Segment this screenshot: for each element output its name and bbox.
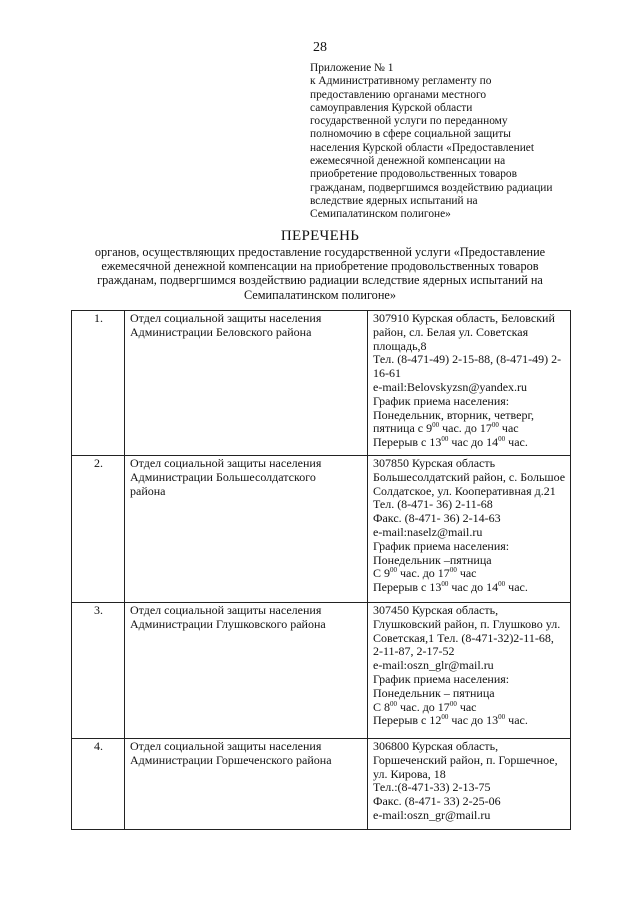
organization-line: Отдел социальной защиты населения <box>130 456 322 470</box>
organization-line: Администрации Большесолдатского <box>130 469 316 484</box>
appendix-line: Семипалатинском полигоне» <box>310 208 451 221</box>
appendix-line: предоставлению органами местного <box>310 88 487 101</box>
document-subtitle <box>70 245 570 302</box>
appendix-header <box>310 62 592 222</box>
contact-cell <box>368 311 571 456</box>
address-line: Солдатское, ул. Кооперативная д.21 <box>373 483 556 498</box>
address-line: район, сл. Белая ул. Советская <box>373 324 529 339</box>
row-number: 3. <box>72 603 125 739</box>
address-line: площадь,8 <box>373 338 427 353</box>
schedule-break: Перерыв с $13^{00}$ час до $14^{00}$ час. <box>373 580 528 595</box>
appendix-line: ежемесячной денежной компенсации на <box>310 155 506 168</box>
fax-line: Факс. (8-471- 36) 2-14-63 <box>373 511 501 526</box>
organization-cell <box>125 456 368 603</box>
subtitle-line: Семипалатинском полигоне» <box>243 287 397 302</box>
fax-line: Факс. (8-471- 33) 2-25-06 <box>373 794 501 809</box>
address-line: 307910 Курская область, Беловский <box>373 311 555 325</box>
organization-line: Администрации Беловского района <box>130 324 312 339</box>
organization-cell <box>125 739 368 830</box>
organization-line: Администрации Глушковского района <box>130 616 326 631</box>
organization-line: Отдел социальной защиты населения <box>130 311 322 325</box>
row-number: 4. <box>72 739 125 830</box>
row-number: 2. <box>72 456 125 603</box>
schedule-days: Понедельник, вторник, четверг, <box>373 407 535 422</box>
organization-line: Администрации Горшеченского района <box>130 752 332 767</box>
email-line: e-mail:naselz@mail.ru <box>373 524 483 539</box>
appendix-line: самоуправления Курской области <box>310 101 473 114</box>
organization-line: района <box>130 483 166 498</box>
address-line: 307450 Курская область, <box>373 603 499 617</box>
schedule-hours: С $9^{00}$ час. до $17^{00}$ час <box>373 566 477 581</box>
organization-line: Отдел социальной защиты населения <box>130 603 322 617</box>
contact-cell <box>368 739 571 830</box>
email-line: e-mail:oszn_gr@mail.ru <box>373 807 491 822</box>
organization-cell <box>125 603 368 739</box>
appendix-line: государственной услуги по переданному <box>310 115 508 128</box>
table-row <box>72 456 571 603</box>
phone-line: 16-61 <box>373 366 401 381</box>
phone-line: 2-11-87, 2-17-52 <box>373 644 455 659</box>
table-row <box>72 311 571 456</box>
address-line: Советская,1 Тел. (8-471-32)2-11-68, <box>373 630 554 645</box>
address-line: Глушковский район, п. Глушково ул. <box>373 616 561 631</box>
schedule-hours: пятница с $9^{00}$ час. до $17^{00}$ час <box>373 421 519 436</box>
phone-line: Тел. (8-471-49) 2-15-88, (8-471-49) 2- <box>373 352 562 367</box>
address-line: 306800 Курская область, <box>373 739 499 753</box>
schedule-heading: График приема населения: <box>373 393 510 408</box>
address-line: Горшеченский район, п. Горшечное, <box>373 752 558 767</box>
appendix-line: полномочию в сфере социальной защиты <box>310 128 511 141</box>
subtitle-line: ежемесячной денежной компенсации на приобретение продовольственных товаров <box>101 259 539 274</box>
phone-line: Тел.:(8-471-33) 2-13-75 <box>373 780 491 795</box>
schedule-heading: График приема населения: <box>373 671 510 686</box>
table-row <box>72 603 571 739</box>
email-line: e-mail:oszn_glr@mail.ru <box>373 658 494 673</box>
address-line: 307850 Курская область <box>373 456 496 470</box>
appendix-line: населения Курской области «Предоставлениеt <box>310 141 535 154</box>
schedule-hours: С $8^{00}$ час. до $17^{00}$ час <box>373 699 477 714</box>
table-row <box>72 739 571 830</box>
appendix-line: Приложение № 1 <box>310 62 394 74</box>
row-number: 1. <box>72 311 125 456</box>
address-line: Большесолдатский район, с. Большое <box>373 469 566 484</box>
address-line: ул. Кирова, 18 <box>373 766 446 781</box>
appendix-line: гражданам, подвергшимся воздействию радиации <box>310 181 553 194</box>
organization-cell <box>125 311 368 456</box>
appendix-line: приобретение продовольственных товаров <box>310 168 517 181</box>
document-title: ПЕРЕЧЕНЬ <box>280 228 360 244</box>
email-line: e-mail:Belovskyzsn@yandex.ru <box>373 379 528 394</box>
appendix-line: вследствие ядерных испытаний на <box>310 194 478 207</box>
subtitle-line: гражданам, подвергшимся воздействию радиации вследствие ядерных испытаний на <box>97 273 543 288</box>
subtitle-line: органов, осуществляющих предоставление государственной услуги «Предоставление <box>94 245 546 259</box>
organization-line: Отдел социальной защиты населения <box>130 739 322 753</box>
agencies-table <box>71 310 571 830</box>
schedule-break: Перерыв с $12^{00}$ час до $13^{00}$ час. <box>373 713 528 728</box>
schedule-days: Понедельник – пятница <box>373 685 495 700</box>
schedule-break: Перерыв с $13^{00}$ час до $14^{00}$ час. <box>373 435 528 450</box>
appendix-line: к Административному регламенту по <box>310 75 492 88</box>
phone-line: Тел. (8-471- 36) 2-11-68 <box>373 497 493 512</box>
schedule-days: Понедельник –пятница <box>373 552 492 567</box>
schedule-heading: График приема населения: <box>373 538 510 553</box>
contact-cell <box>368 456 571 603</box>
page-number: 28 <box>313 40 327 55</box>
contact-cell <box>368 603 571 739</box>
